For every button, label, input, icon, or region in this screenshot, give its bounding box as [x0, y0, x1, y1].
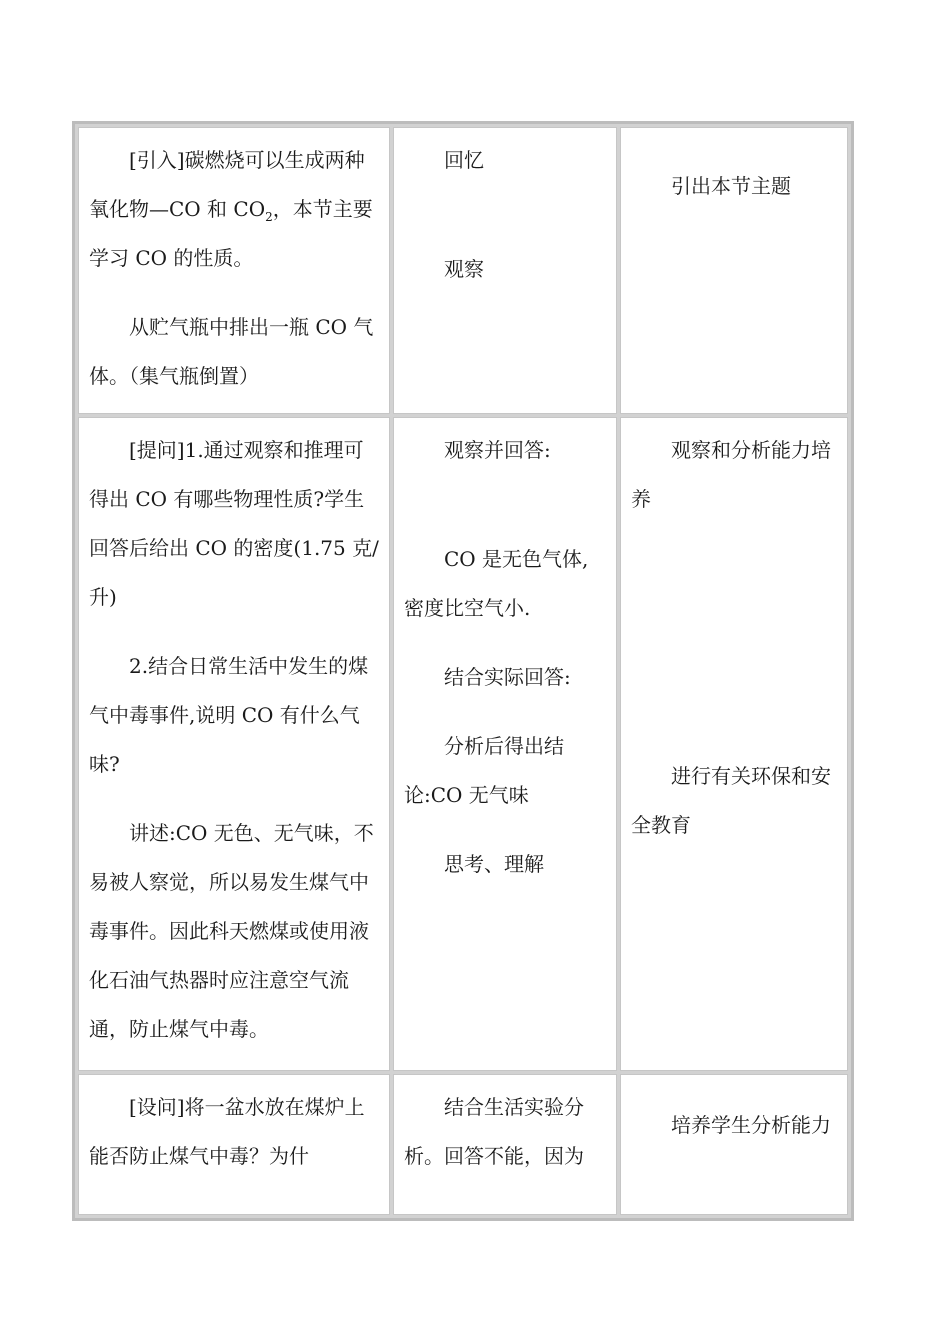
row1-intent-text: 引出本节主题: [671, 174, 791, 198]
row2-teacher-question2: 2.结合日常生活中发生的煤气中毒事件,说明 CO 有什么气味?: [89, 654, 369, 776]
row2-teacher-cell: [78, 417, 390, 1071]
row1-student-observe: 观察: [444, 257, 484, 281]
row3-intent-text: 培养学生分析能力: [671, 1113, 831, 1137]
row2-student-think: 思考、理解: [444, 852, 544, 876]
row2-student-colorless: CO 是无色气体,密度比空气小.: [404, 547, 589, 620]
intro-text-cont: ，本节主要学习 CO 的性质。: [89, 197, 373, 270]
lesson-plan-table: [72, 121, 854, 1221]
row2-student-conclusion: 分析后得出结论:CO 无气味: [404, 734, 564, 807]
row2-intent-ability: 观察和分析能力培养: [631, 438, 831, 511]
row2-student-practical: 结合实际回答:: [444, 665, 571, 689]
row3-teacher-question: [设问]将一盆水放在煤炉上能否防止煤气中毒？为什: [89, 1095, 365, 1168]
co2-subscript: 2: [265, 210, 273, 224]
row2-teacher-question1: [提问]1.通过观察和推理可得出 CO 有哪些物理性质?学生回答后给出 CO 的密度(1.75 克/升): [89, 438, 379, 609]
row1-teacher-demo: 从贮气瓶中排出一瓶 CO 气体。（集气瓶倒置）: [89, 315, 374, 388]
intro-text: [引入]碳燃烧可以生成两种氧化物—CO 和 CO: [89, 148, 365, 221]
row1-teacher-cell: [78, 127, 390, 414]
row1-teacher-intro: [89, 136, 379, 283]
row1-student-cell: [393, 127, 617, 414]
row2-teacher-explain: 讲述:CO 无色、无气味，不易被人察觉，所以易发生煤气中毒事件。因此科天燃煤或使用液化石油气热器时应注意空气流通，防止煤气中毒。: [89, 821, 374, 1041]
row1-student-recall: 回忆: [444, 148, 484, 172]
row3-student-cell: [393, 1074, 617, 1215]
row3-teacher-cell: [78, 1074, 390, 1215]
row2-student-observe-answer: 观察并回答:: [444, 438, 551, 462]
row2-intent-education: 进行有关环保和安全教育: [631, 764, 831, 837]
row1-intent-cell: [620, 127, 848, 414]
row2-intent-cell: [620, 417, 848, 1071]
row3-intent-cell: [620, 1074, 848, 1215]
row3-student-answer: 结合生活实验分析。回答不能，因为: [404, 1095, 584, 1168]
row2-student-cell: [393, 417, 617, 1071]
